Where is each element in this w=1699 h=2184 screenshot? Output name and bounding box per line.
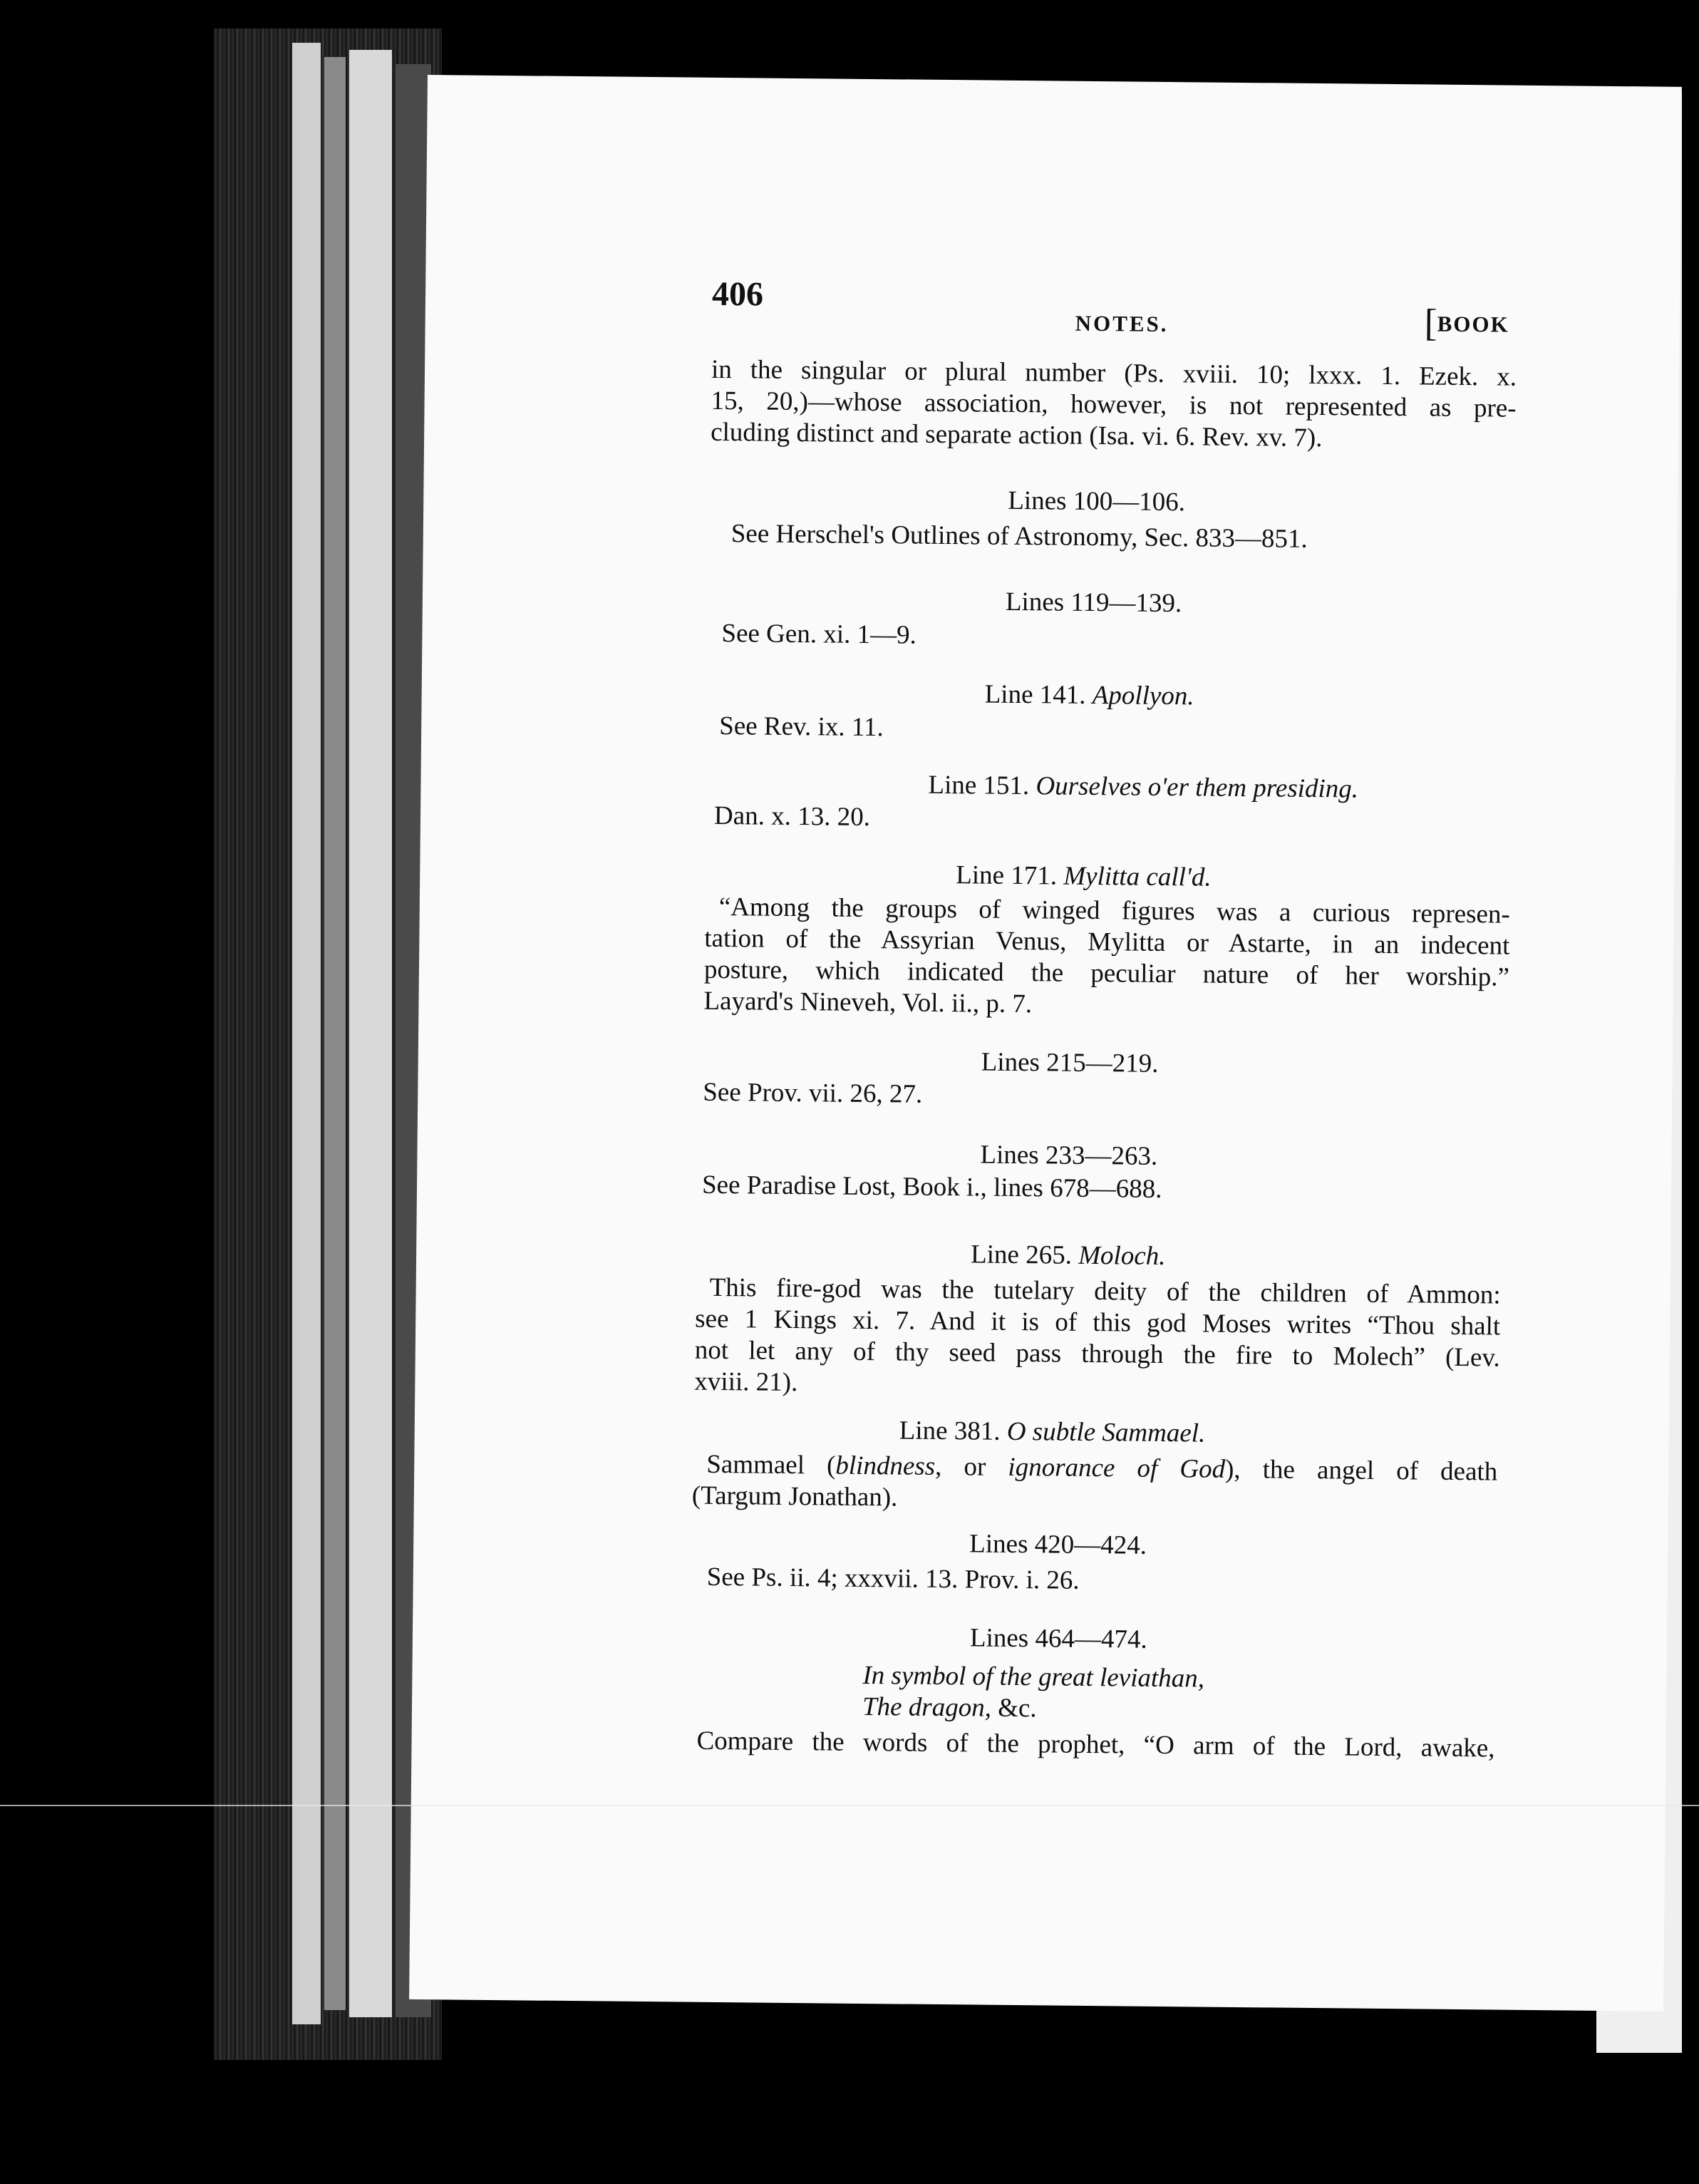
note-body: posture, which indicated the peculiar nature of her worship.” xyxy=(703,954,1510,992)
note-body-italic: ignorance of God xyxy=(1008,1452,1226,1484)
verse-line: In symbol of the great leviathan, xyxy=(862,1660,1205,1694)
note-body: not let any of thy seed pass through the fire to Molech” (Lev. xyxy=(694,1335,1500,1373)
note-heading xyxy=(899,1415,1206,1449)
note-heading-title: Ourselves o'er them presiding. xyxy=(1036,771,1359,804)
text-line: cluding distinct and separate action (Isa. vi. 6. Rev. xv. 7). xyxy=(711,417,1323,453)
page-number: 406 xyxy=(711,274,764,314)
note-body: (Targum Jonathan). xyxy=(691,1480,898,1513)
section-label: BOOK xyxy=(1437,311,1509,337)
note-heading-label: Line 151. xyxy=(928,770,1030,801)
note-body: See Herschel's Outlines of Astronomy, Sec. 833—851. xyxy=(730,519,1308,554)
note-body: See Gen. xi. 1—9. xyxy=(721,618,917,650)
running-title: NOTES. xyxy=(1075,310,1169,336)
note-heading xyxy=(984,679,1194,713)
note-body-text: , or xyxy=(934,1451,1008,1482)
note-body-text: ), the angel of death xyxy=(1224,1454,1498,1487)
note-body: See Paradise Lost, Book i., lines 678—688. xyxy=(701,1170,1162,1204)
note-body-text: Sammael ( xyxy=(706,1449,836,1480)
note-heading-label: Line 381. xyxy=(899,1416,1001,1446)
verse-tail: &c. xyxy=(991,1693,1037,1724)
note-heading-title: O subtle Sammael. xyxy=(1006,1416,1206,1448)
verse-line xyxy=(862,1691,1037,1724)
note-heading: Lines 233—263. xyxy=(980,1140,1158,1171)
note-heading-title: Mylitta call'd. xyxy=(1063,861,1212,892)
note-heading-title: Apollyon. xyxy=(1092,680,1194,711)
page-edge-strip xyxy=(324,57,346,2010)
book-page xyxy=(409,75,1682,2012)
text-line: 15, 20,)—whose association, however, is not represented as pre- xyxy=(711,386,1517,423)
note-body: “Among the groups of winged figures was a curious represen- xyxy=(718,892,1510,929)
note-body: Dan. x. 13. 20. xyxy=(713,800,871,833)
note-body: See Rev. ix. 11. xyxy=(719,711,884,743)
note-body: See Ps. ii. 4; xxxvii. 13. Prov. i. 26. xyxy=(706,1562,1080,1595)
verse-text: The dragon, xyxy=(862,1691,992,1723)
note-heading-label: Line 141. xyxy=(984,679,1086,710)
note-body: See Prov. vii. 26, 27. xyxy=(703,1077,923,1109)
note-body: Compare the words of the prophet, “O arm of the Lord, awake, xyxy=(696,1726,1495,1763)
note-heading: Lines 420—424. xyxy=(969,1529,1147,1560)
note-body: see 1 Kings xi. 7. And it is of this god Moses writes “Thou shalt xyxy=(695,1304,1501,1341)
text-line: in the singular or plural number (Ps. xviii. 10; lxxx. 1. Ezek. x. xyxy=(711,354,1517,392)
note-body: Layard's Nineveh, Vol. ii., p. 7. xyxy=(703,986,1033,1019)
note-heading-label: Line 171. xyxy=(956,860,1058,891)
section-bracket: [ xyxy=(1424,301,1438,344)
note-body-italic: blindness xyxy=(835,1451,936,1481)
note-heading xyxy=(956,860,1212,893)
note-body: tation of the Assyrian Venus, Mylitta or Astarte, in an indecent xyxy=(704,923,1510,961)
note-heading: Lines 100—106. xyxy=(1008,485,1186,517)
note-heading: Lines 464—474. xyxy=(969,1623,1147,1654)
note-heading xyxy=(928,770,1358,805)
scan-artifact-line xyxy=(0,1805,1699,1806)
note-body: xviii. 21). xyxy=(694,1366,798,1398)
page-edge-strip xyxy=(292,43,321,2024)
page-edge-strip xyxy=(349,50,392,2017)
note-body: This fire-god was the tutelary deity of the children of Ammon: xyxy=(709,1272,1501,1310)
note-heading-title: Moloch. xyxy=(1078,1240,1166,1272)
note-heading: Lines 119—139. xyxy=(1005,587,1182,619)
running-section xyxy=(1424,301,1509,344)
note-heading: Lines 215—219. xyxy=(981,1047,1159,1078)
note-heading xyxy=(971,1239,1166,1272)
note-heading-label: Line 265. xyxy=(970,1240,1073,1270)
